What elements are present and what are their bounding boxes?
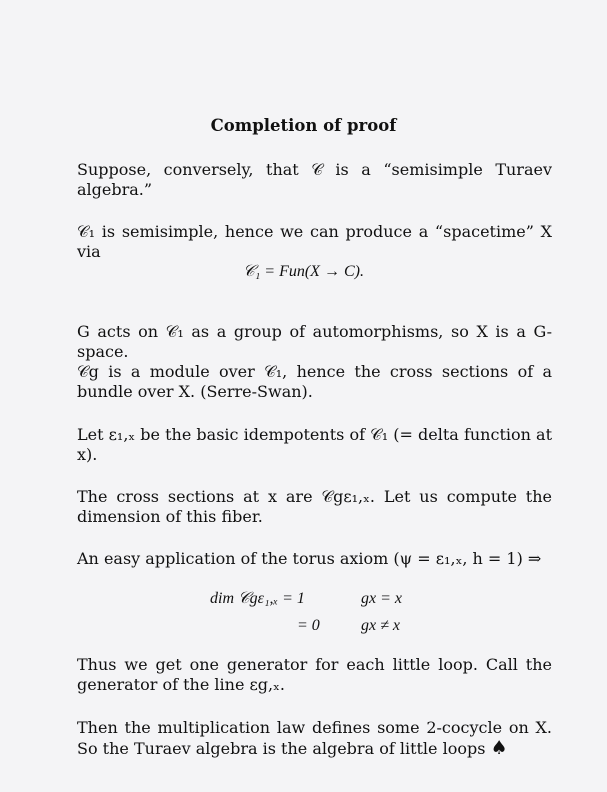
paragraph-8: Thus we get one generator for each little loop. Call the generator of the line εg,ₓ.: [77, 655, 552, 694]
case-1-condition: gx = x: [361, 590, 402, 607]
paragraph-9-text: Then the multiplication law defines some 2-cocycle on X. So the Turaev algebra is the algebra of little loops: [77, 718, 552, 758]
paragraph-4: 𝒞g is a module over 𝒞₁, hence the cross sections of a bundle over X. (Serre-Swan).: [77, 362, 552, 401]
paragraph-1: Suppose, conversely, that 𝒞 is a “semisimple Turaev algebra.”: [77, 160, 552, 199]
section-title: Completion of proof: [210, 116, 397, 135]
display-equation: 𝒞₁ = Fun(X → C).: [243, 263, 364, 280]
paragraph-9: [77, 718, 552, 759]
spade-icon: ♠: [490, 737, 508, 759]
paragraph-3: G acts on 𝒞₁ as a group of automorphisms, so X is a G-space.: [77, 322, 552, 361]
case-1-lhs: dim 𝒞gε₁,ₓ = 1: [210, 590, 305, 607]
paragraph-7: An easy application of the torus axiom (ψ = ε₁,ₓ, h = 1) ⇒: [77, 549, 542, 568]
paragraph-2: 𝒞₁ is semisimple, hence we can produce a “spacetime” X via: [77, 222, 552, 261]
case-2-lhs: = 0: [297, 617, 320, 634]
paragraph-6: The cross sections at x are 𝒞gε₁,ₓ. Let us compute the dimension of this fiber.: [77, 487, 552, 526]
paragraph-5: Let ε₁,ₓ be the basic idempotents of 𝒞₁ (= delta function at x).: [77, 425, 552, 464]
case-2-condition: gx ≠ x: [361, 617, 400, 634]
